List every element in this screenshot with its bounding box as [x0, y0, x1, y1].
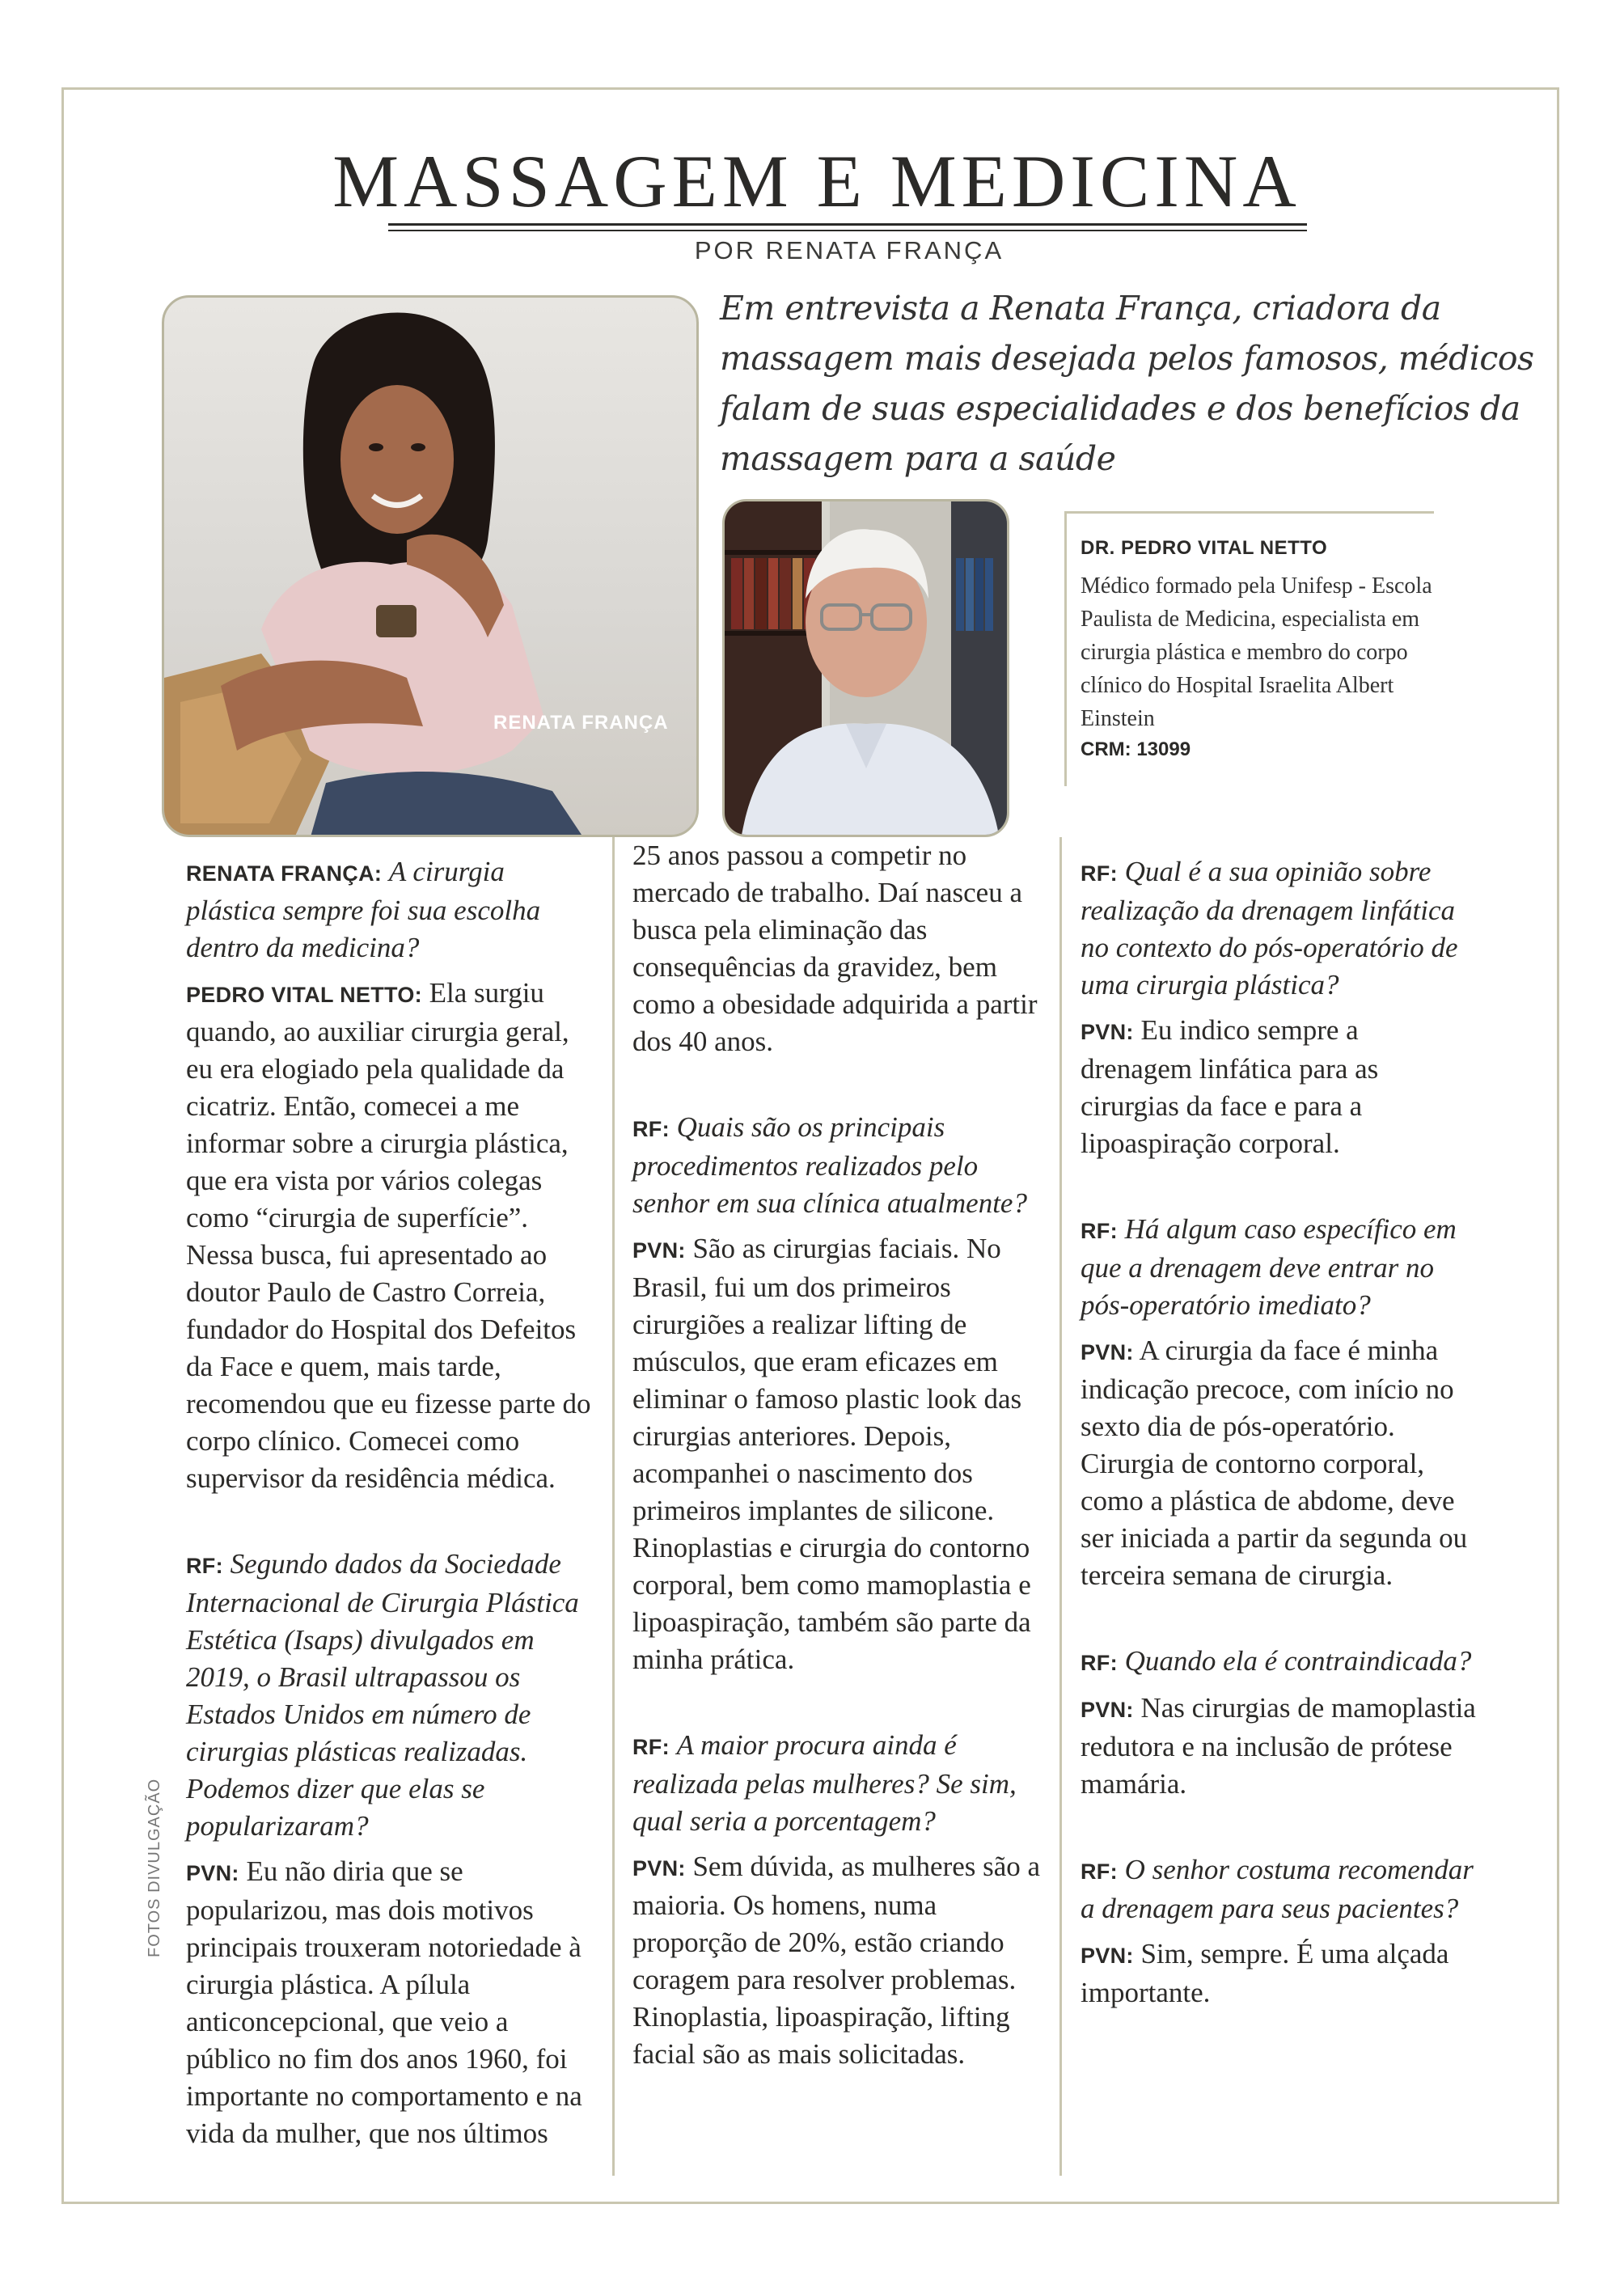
- speaker-label: PVN:: [1081, 1340, 1134, 1364]
- question: [1081, 1211, 1477, 1324]
- page-title: MASSAGEM E MEDICINA: [332, 140, 1301, 222]
- question: [186, 1546, 597, 1845]
- answer: [1081, 1690, 1477, 1803]
- answer-text: Nas cirurgias de mamoplastia redutora e na inclusão de prótese mamária.: [1081, 1692, 1476, 1800]
- answer: [1081, 1012, 1477, 1162]
- bio-rule-top: [1066, 511, 1434, 514]
- pedro-vital-netto-photo: [722, 499, 1009, 837]
- answer-text: Eu indico sempre a drenagem linfática para as cirurgias da face e para a lipoaspiração corporal.: [1081, 1014, 1379, 1159]
- question: [1081, 1851, 1477, 1927]
- title-rule: [388, 223, 1307, 226]
- interview-column-2: [632, 837, 1045, 2105]
- byline: POR RENATA FRANÇA: [694, 236, 1004, 264]
- renata-photo-caption: RENATA FRANÇA: [493, 712, 669, 734]
- bio-rule-left: [1064, 511, 1067, 786]
- interview-column-3: [1081, 853, 1477, 2044]
- answer-text: A cirurgia da face é minha indicação precoce, com início no sexto dia de pós-operatório. Cirurgia de contorno corporal, como a plástica de abdome, deve ser iniciada a partir da segunda ou terceira semana de cirurgia.: [1081, 1335, 1468, 1591]
- question-text: Quando ela é contraindicada?: [1124, 1645, 1472, 1677]
- answer: [632, 1230, 1045, 1678]
- speaker-label: PVN:: [1081, 1020, 1134, 1044]
- speaker-label: PVN:: [186, 1861, 239, 1885]
- speaker-label: RF:: [1081, 1219, 1118, 1243]
- answer-text: Sim, sempre. É uma alçada importante.: [1081, 1938, 1449, 2008]
- question: [186, 853, 597, 967]
- speaker-label: RF:: [186, 1554, 223, 1578]
- speaker-label: RF:: [632, 1735, 670, 1759]
- speaker-label: RENATA FRANÇA:: [186, 861, 383, 886]
- question-text: Há algum caso específico em que a drenagem deve entrar no pós-operatório imediato?: [1081, 1213, 1457, 1321]
- column-divider: [612, 837, 615, 2176]
- question-text: A cirurgia plástica sempre foi sua escolha dentro da medicina?: [186, 856, 541, 963]
- speaker-label: PEDRO VITAL NETTO:: [186, 983, 422, 1007]
- bio-crm: CRM: 13099: [1081, 738, 1191, 760]
- answer-text: Ela surgiu quando, ao auxiliar cirurgia geral, eu era elogiado pela qualidade da cicatriz. Então, comecei a me informar sobre a cirurgia plástica, que era vista por vários colegas como “cirurgia de superfície”. Nessa busca, fui apresentado ao doutor Paulo de Castro Correia, fundador do Hospital dos Defeitos da Face e quem, mais tarde, recomendou que eu fizesse parte do corpo clínico. Comecei como supervisor da residência médica.: [186, 977, 591, 1494]
- column-divider: [1059, 837, 1062, 2176]
- title-rule-thin: [388, 230, 1307, 231]
- question-text: Quais são os principais procedimentos realizados pelo senhor em sua clínica atualmente?: [632, 1111, 1027, 1219]
- renata-portrait-illustration: [164, 298, 699, 837]
- speaker-label: PVN:: [632, 1238, 686, 1263]
- answer-continued: [632, 837, 1045, 1060]
- question-text: Qual é a sua opinião sobre realização da drenagem linfática no contexto do pós-operatório de uma cirurgia plástica?: [1081, 856, 1458, 1001]
- answer-text: 25 anos passou a competir no mercado de trabalho. Daí nasceu a busca pela eliminação das consequências da gravidez, bem como a obesidade adquirida a partir dos 40 anos.: [632, 840, 1038, 1057]
- question-text: O senhor costuma recomendar a drenagem para seus pacientes?: [1081, 1854, 1474, 1924]
- answer-text: Sem dúvida, as mulheres são a maioria. Os homens, numa proporção de 20%, estão criando coragem para resolver problemas. Rinoplastia, lipoaspiração, lifting facial são as mais solicitadas.: [632, 1851, 1041, 2070]
- pedro-portrait-illustration: [725, 501, 1009, 837]
- photo-credit: FOTOS DIVULGAÇÃO: [146, 1778, 163, 1957]
- lead-paragraph: Em entrevista a Renata França, criadora da massagem mais desejada pelos famosos, médicos falam de suas especialidades e dos benefícios da massagem para a saúde: [720, 289, 1534, 478]
- speaker-label: PVN:: [1081, 1698, 1134, 1722]
- answer: [186, 1853, 597, 2152]
- bio-name: DR. PEDRO VITAL NETTO: [1081, 537, 1328, 559]
- bio-text: Médico formado pela Unifesp - Escola Paulista de Medicina, especialista em cirurgia plástica e membro do corpo clínico do Hospital Israelita Albert Einstein: [1081, 573, 1432, 731]
- question-text: A maior procura ainda é realizada pelas mulheres? Se sim, qual seria a porcentagem?: [632, 1729, 1017, 1837]
- answer: [1081, 1332, 1477, 1594]
- answer: [632, 1848, 1045, 2073]
- answer-text: São as cirurgias faciais. No Brasil, fui um dos primeiros cirurgiões a realizar lifting de músculos, que eram eficazes em eliminar o famoso plastic look das cirurgias anteriores. Depois, acompanhei o nascimento dos primeiros implantes de silicone. Rinoplastias e cirurgia do contorno corporal, bem como mamoplastia e lipoaspiração, também são parte da minha prática.: [632, 1233, 1031, 1675]
- question: [1081, 1643, 1477, 1682]
- question-text: Segundo dados da Sociedade Internacional de Cirurgia Plástica Estética (Isaps) divulgados em 2019, o Brasil ultrapassou os Estados Unidos em número de cirurgias plásticas realizadas. Podemos dizer que elas se popularizaram?: [186, 1548, 579, 1842]
- speaker-label: RF:: [1081, 1859, 1118, 1884]
- answer-text: Eu não diria que se popularizou, mas dois motivos principais trouxeram notoriedade à cirurgia plástica. A pílula anticoncepcional, que veio a público no fim dos anos 1960, foi importante no comportamento e na vida da mulher, que nos últimos: [186, 1855, 582, 2149]
- question: [632, 1109, 1045, 1222]
- renata-franca-photo: [162, 295, 699, 837]
- answer: [1081, 1936, 1477, 2012]
- speaker-label: RF:: [632, 1117, 670, 1141]
- speaker-label: PVN:: [632, 1856, 686, 1881]
- question: [1081, 853, 1477, 1004]
- speaker-label: PVN:: [1081, 1944, 1134, 1968]
- speaker-label: RF:: [1081, 861, 1118, 886]
- question: [632, 1727, 1045, 1840]
- doctor-bio: [1081, 537, 1453, 761]
- speaker-label: RF:: [1081, 1651, 1118, 1675]
- answer: [186, 975, 597, 1497]
- interview-column-1: [186, 853, 597, 2185]
